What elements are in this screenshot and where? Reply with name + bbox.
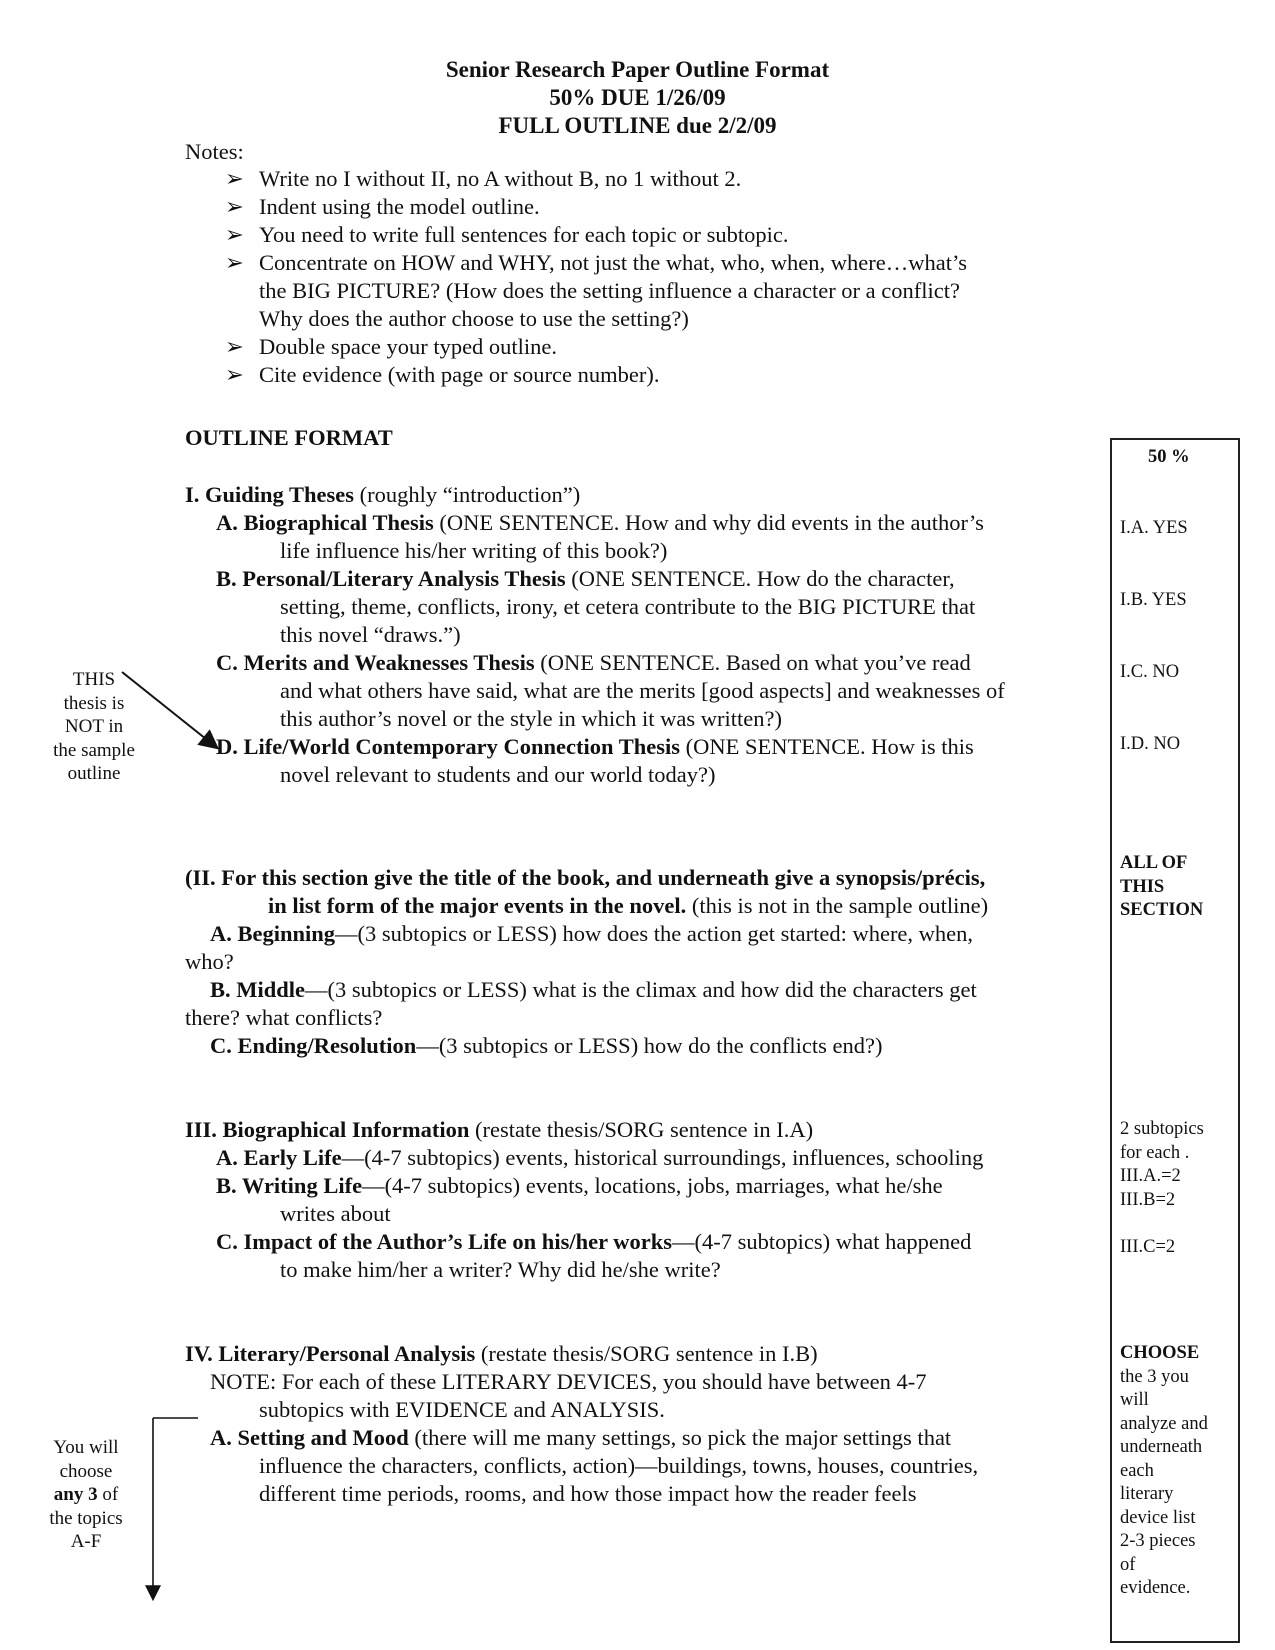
section-3-title: III. Biographical Information — [185, 1117, 470, 1142]
section-1-item-d-cont: novel relevant to students and our world today?) — [280, 762, 716, 787]
checklist-subtopics — [1120, 1118, 1204, 1212]
item-c-text: —(4-7 subtopics) what happened — [672, 1229, 972, 1254]
side-note-line — [36, 1483, 136, 1507]
item-c-title: C. Merits and Weaknesses Thesis — [216, 650, 535, 675]
bullet-arrow-icon: ➢ — [225, 222, 244, 247]
section-3-item-c-cont: to make him/her a writer? Why did he/she write? — [280, 1257, 721, 1282]
item-d-title: D. Life/World Contemporary Connection Thesis — [216, 734, 680, 759]
checklist-ia: I.A. YES — [1120, 518, 1188, 538]
section-1-title: I. Guiding Theses — [185, 482, 355, 507]
side-note-line: A-F — [70, 1531, 102, 1552]
note-item: Write no I without II, no A without B, no 1 without 2. — [259, 166, 742, 191]
side-note-line: NOT in — [64, 716, 124, 737]
checklist-iiic: III.C=2 — [1120, 1237, 1176, 1257]
item-c-title: C. Impact of the Author’s Life on his/her works — [216, 1229, 673, 1254]
bullet-arrow-icon: ➢ — [225, 194, 244, 219]
side-note-emphasis: any 3 — [53, 1484, 98, 1505]
section-4-note: NOTE: For each of these LITERARY DEVICES, you should have between 4-7 — [210, 1369, 927, 1394]
section-4-item-a-cont: different time periods, rooms, and how those impact how the reader feels — [259, 1481, 917, 1506]
section-3-item-b — [216, 1172, 943, 1201]
bullet-arrow-icon: ➢ — [225, 250, 244, 275]
item-a-title: A. Early Life — [216, 1145, 342, 1170]
checklist-line: each — [1120, 1460, 1154, 1481]
note-item: Cite evidence (with page or source number). — [259, 362, 660, 387]
choose-side-note — [36, 1436, 136, 1554]
item-a-title: A. Setting and Mood — [210, 1425, 409, 1450]
item-b-title: B. Writing Life — [216, 1173, 363, 1198]
checklist-line: CHOOSE — [1120, 1343, 1200, 1363]
item-b-text: (ONE SENTENCE. How do the character, — [565, 566, 955, 591]
item-b-title: B. Personal/Literary Analysis Thesis — [216, 566, 566, 591]
note-item-cont: Why does the author choose to use the setting?) — [259, 306, 689, 331]
side-note-text: of — [97, 1484, 119, 1505]
section-4-item-a-cont: influence the characters, conflicts, action)—buildings, towns, houses, countries, — [259, 1453, 979, 1478]
bullet-arrow-icon: ➢ — [225, 334, 244, 359]
section-4-heading — [185, 1340, 818, 1369]
side-note-line: outline — [67, 763, 121, 784]
section-2-item-b-cont: there? what conflicts? — [185, 1005, 383, 1030]
note-item-cont: the BIG PICTURE? (How does the setting influence a character or a conflict? — [259, 278, 960, 303]
item-d-text: (ONE SENTENCE. How is this — [679, 734, 974, 759]
side-note-line: the sample — [53, 739, 135, 761]
item-a-title: A. Beginning — [210, 921, 336, 946]
section-2-item-b — [210, 976, 977, 1005]
section-1-subtitle: (roughly “introduction”) — [354, 482, 581, 507]
note-item: Concentrate on HOW and WHY, not just the what, who, when, where…what’s — [259, 250, 967, 275]
section-2-title: in list form of the major events in the novel. — [268, 893, 687, 918]
section-1-item-a-cont: life influence his/her writing of this book?) — [280, 538, 668, 563]
section-3-item-c — [216, 1228, 971, 1257]
section-4-note-cont: subtopics with EVIDENCE and ANALYSIS. — [259, 1397, 665, 1422]
side-note-line: the topics — [49, 1507, 123, 1529]
item-b-text: —(4-7 subtopics) events, locations, jobs, marriages, what he/she — [362, 1173, 943, 1198]
note-item: You need to write full sentences for each topic or subtopic. — [259, 222, 789, 247]
section-4-subtitle: (restate thesis/SORG sentence in I.B) — [475, 1341, 818, 1366]
section-1-item-c-cont: this author’s novel or the style in which it was written?) — [280, 706, 782, 731]
section-2-heading-cont — [268, 892, 988, 921]
item-a-text: —(4-7 subtopics) events, historical surroundings, influences, schooling — [341, 1145, 984, 1170]
checklist-header: 50 % — [1148, 447, 1190, 467]
section-1-item-c-cont: and what others have said, what are the merits [good aspects] and weaknesses of — [280, 678, 1005, 703]
checklist-line: ALL OF — [1120, 853, 1188, 873]
due-full: FULL OUTLINE due 2/2/09 — [498, 113, 777, 138]
section-4-title: IV. Literary/Personal Analysis — [185, 1341, 476, 1366]
note-item: Indent using the model outline. — [259, 194, 540, 219]
checklist-choose — [1120, 1342, 1208, 1601]
section-3-subtitle: (restate thesis/SORG sentence in I.A) — [469, 1117, 814, 1142]
bullet-arrow-icon: ➢ — [225, 362, 244, 387]
section-2-heading: (II. For this section give the title of the book, and underneath give a synopsis/précis, — [185, 865, 986, 890]
checklist-line: will — [1120, 1390, 1149, 1410]
item-c-title: C. Ending/Resolution — [210, 1033, 417, 1058]
section-3-heading — [185, 1116, 813, 1145]
checklist-line: 2 subtopics — [1120, 1119, 1204, 1139]
section-2-item-a — [210, 920, 973, 949]
bullet-arrow-icon: ➢ — [225, 166, 244, 191]
checklist-line: evidence. — [1120, 1578, 1191, 1598]
outline-heading: OUTLINE FORMAT — [185, 425, 393, 450]
item-a-text: (there will me many settings, so pick the major settings that — [408, 1425, 952, 1450]
item-c-text: (ONE SENTENCE. Based on what you’ve read — [534, 650, 971, 675]
section-2-item-a-cont: who? — [185, 949, 234, 974]
section-3-item-b-cont: writes about — [280, 1201, 391, 1226]
checklist-line: underneath — [1120, 1437, 1203, 1457]
section-2-note: (this is not in the sample outline) — [686, 893, 989, 918]
checklist-line: III.B=2 — [1120, 1189, 1176, 1210]
side-note-line: thesis is — [63, 692, 125, 714]
section-4-item-a — [210, 1424, 951, 1453]
section-1-item-b-cont: this novel “draws.”) — [280, 622, 461, 647]
checklist-ic: I.C. NO — [1120, 662, 1180, 682]
checklist-line: SECTION — [1120, 900, 1204, 920]
checklist-line: literary — [1120, 1484, 1174, 1504]
checklist-line: for each . — [1120, 1142, 1190, 1163]
checklist-line: 2-3 pieces — [1120, 1531, 1196, 1551]
item-c-text: —(3 subtopics or LESS) how do the conflicts end?) — [416, 1033, 883, 1058]
checklist-all-section — [1120, 852, 1203, 923]
notes-label: Notes: — [185, 139, 244, 164]
side-note-line: THIS — [72, 669, 116, 690]
side-note-line: choose — [59, 1460, 113, 1482]
item-a-text: —(3 subtopics or LESS) how does the action get started: where, when, — [335, 921, 974, 946]
checklist-line: device list — [1120, 1507, 1196, 1528]
note-item: Double space your typed outline. — [259, 334, 558, 359]
section-1-item-b-cont: setting, theme, conflicts, irony, et cetera contribute to the BIG PICTURE that — [280, 594, 976, 619]
item-a-title: A. Biographical Thesis — [216, 510, 434, 535]
side-note-line: You will — [53, 1437, 119, 1458]
item-a-text: (ONE SENTENCE. How and why did events in the author’s — [433, 510, 984, 535]
checklist-id: I.D. NO — [1120, 734, 1181, 754]
checklist-ib: I.B. YES — [1120, 590, 1187, 610]
item-b-text: —(3 subtopics or LESS) what is the climax and how did the characters get — [305, 977, 977, 1002]
checklist-line: III.A.=2 — [1120, 1166, 1181, 1186]
page-title: Senior Research Paper Outline Format — [445, 57, 830, 82]
checklist-line: analyze and — [1120, 1413, 1208, 1434]
thesis-arrow-icon — [122, 672, 216, 747]
checklist-line: the 3 you — [1120, 1366, 1189, 1387]
item-b-title: B. Middle — [210, 977, 306, 1002]
checklist-line: THIS — [1120, 876, 1165, 897]
due-half: 50% DUE 1/26/09 — [549, 85, 726, 110]
checklist-line: of — [1120, 1554, 1136, 1575]
section-2-item-c — [210, 1032, 882, 1061]
section-3-item-a — [216, 1144, 983, 1173]
